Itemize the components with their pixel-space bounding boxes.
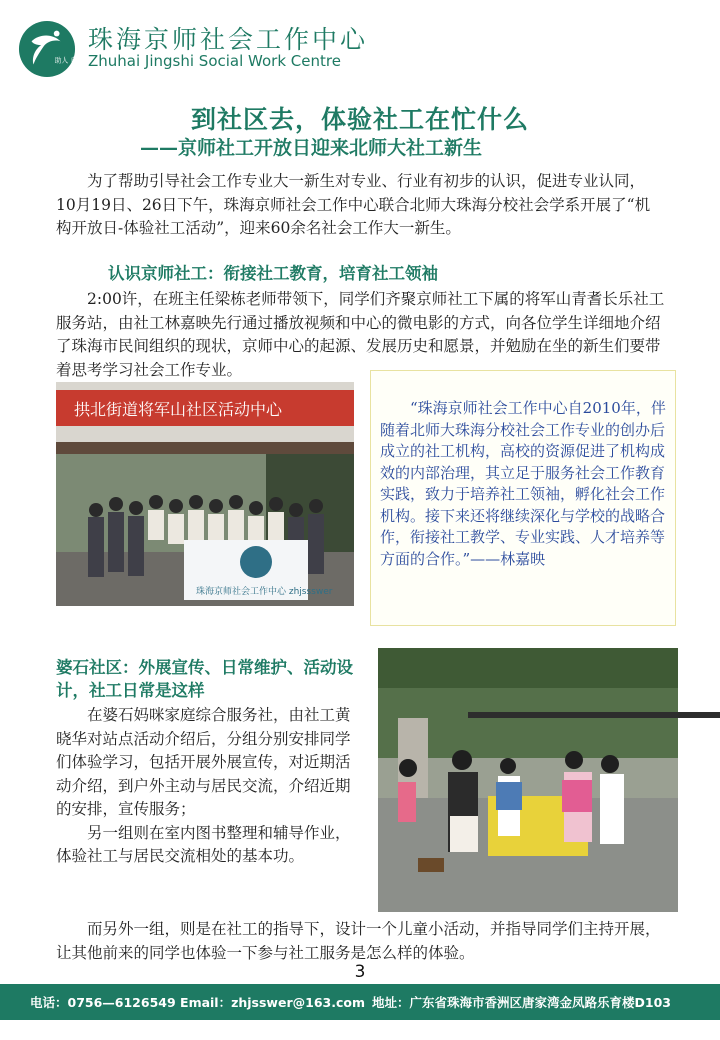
section2-paragraph2: 另一组则在室内图书整理和辅导作业，体验社工与居民交流相处的基本功。: [56, 823, 351, 865]
photo1-banner: 珠海京师社会工作中心 zhjssswer: [196, 587, 333, 597]
page-number: 3: [354, 962, 366, 982]
org-name-cn: 珠海京师社会工作中心: [88, 25, 369, 54]
intro-paragraph: 为了帮助引导社会工作专业大一新生对专业、行业有初步的认识，促进专业认同，10月19日、26日下午，珠海京师社会工作中心联合北师大珠海分校社会学系开展了“机构开放日-体验社工活动”，迎来60余名社会工作大一新生。: [56, 172, 651, 237]
logo-text: 助人 自助: [54, 56, 84, 65]
outreach-photo: [378, 648, 678, 912]
article-subtitle: ——京师社工开放日迎来北师大社工新生: [140, 137, 483, 159]
section1-paragraph: 2:00许，在班主任梁栋老师带领下，同学们齐聚京师社工下属的将军山青耆长乐社工服务站，由社工林嘉映先行通过播放视频和中心的微电影的方式，向各位学生详细地介绍了珠海市民间组织的现状，京师中心的起源、发展历史和愿景，并勉励在坐的新生们要带着思考学习社会工作专业。: [56, 290, 665, 379]
section2-heading: 婆石社区：外展宣传、日常维护、活动设计，社工日常是这样: [56, 658, 353, 700]
section1-heading: 认识京师社工：衔接社工教育，培育社工领袖: [108, 264, 438, 283]
group-photo: [56, 382, 354, 606]
footer-address: 地址：广东省珠海市香洲区唐家湾金凤路乐育楼D103: [372, 995, 671, 1010]
footer-contact: 电话：0756—6126549 Email：zhjsswer@163.com: [30, 995, 365, 1010]
closing-paragraph: 而另外一组，则是在社工的指导下，设计一个儿童小活动，并指导同学们主持开展，让其他前来的同学也体验一下参与社工服务是怎么样的体验。: [56, 920, 661, 962]
photo1-sign: 拱北街道将军山社区活动中心: [74, 400, 283, 419]
article-title: 到社区去，体验社工在忙什么: [190, 105, 529, 134]
section2-paragraph1: 在婆石妈咪家庭综合服务社，由社工黄晓华对站点活动介绍后，分组分别安排同学们体验学习，包括开展外展宣传，对近期活动介绍，到户外主动与居民交流，介绍近期的安排，宣传服务；: [56, 706, 351, 818]
section2-body: [56, 704, 362, 869]
org-logo: [18, 20, 84, 78]
org-name-en: Zhuhai Jingshi Social Work Centre: [88, 52, 341, 70]
quote-text: “珠海京师社会工作中心自2010年，伴随着北师大珠海分校社会工作专业的创办后成立的社工机构，高校的资源促进了机构成效的内部治理，其立足于服务社会工作教育实践，致力于培养社工领袖，孵化社会工作机构。接下来还将继续深化与学校的战略合作，衔接社工教学、专业实践、人才培养等方面的合作。”——林嘉映: [380, 399, 666, 568]
